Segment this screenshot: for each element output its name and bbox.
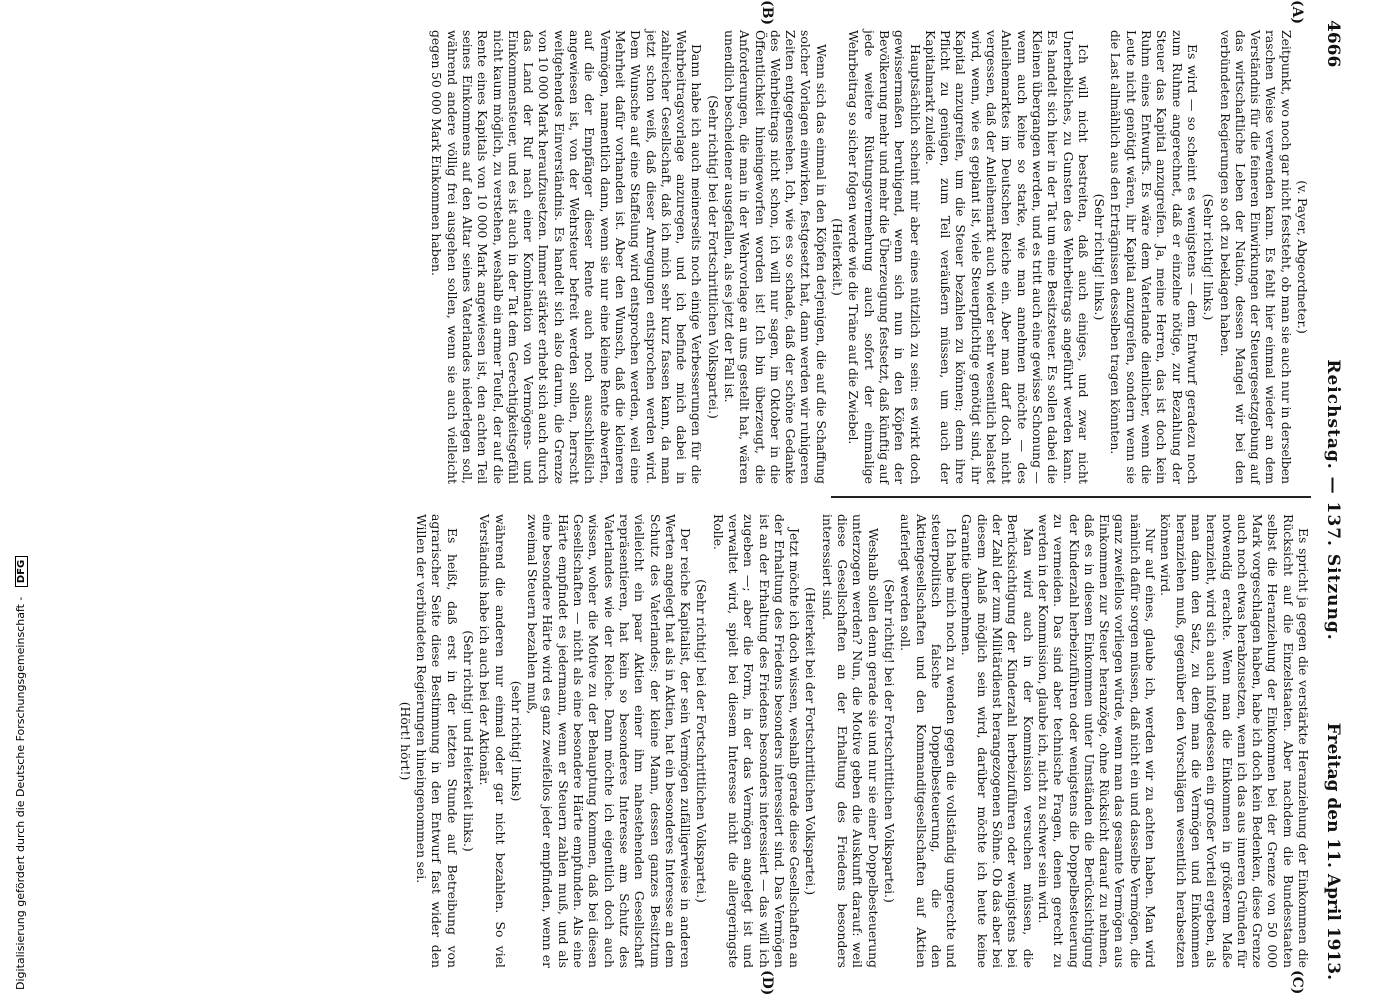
paragraph: Ich will nicht bestreiten, daß auch einiges, und zwar nicht Unerhebliches, zu Gunsten des Wehrbeitrags angeführt werden kann. Es handelt sich hier in der Tat um eine Besitzsteuer. Es sollen dabei die Kleinen übergangen werden, und es tritt auch eine gewisse Schonung — wenn auch keine so starke, wie man annehmen möchte — des Anleihemarktes im Deutschen Reiche ein. Aber man darf doch nicht vergessen, daß der Anleihemarkt auch wieder sehr wesentlich belastet wird, wenn, wie es geplant ist, viele Steuerpflichtige genötigt sind, ihr Kapital anzugreifen, um die Steuer bezahlen zu können; denn ihre Pflicht zu genügen, zum Teil veräußern müssen, um auch der Kapitalmarkt zuleide.: [922, 30, 1091, 484]
credit-text: Digitalisierung gefördert durch die Deutsche Forschungsgemeinschaft -: [14, 596, 27, 990]
interjection: (Heiterkeit bei der Fortschrittlichen Volkspartei.): [803, 586, 819, 896]
paragraph: Nur auf eines, glaube ich, werden wir zu achten haben. Man wird nämlich dafür sorgen müssen, daß nicht ein und dasselbe Vermögen, die ganz zweifellos vorliegen würde, wenn man das gesamte Vermögen aus Einkommen zur Steuer heranzöge, ohne Rücksicht darauf zu nehmen, daß es in diesem Einkommen unter Umständen die Berücksichtigung der Kinderzahl herbeizuführen oder wenigstens die Doppelbesteuerung zu vermeiden. Das sind aber technische Fragen, denen gerecht zu werden in der Kommission, glaube ich, nicht zu schwer sein wird.: [1035, 514, 1159, 968]
column-divider: [831, 496, 1311, 498]
interjection: (Sehr richtig! und Heiterkeit links.): [460, 630, 476, 852]
page-number: 4666: [1323, 20, 1343, 68]
paragraph: Es wird — so scheint es wenigstens — dem Entwurf geradezu noch zum Ruhme angerechnet, daß er einzelne nötige, zur Bezahlung der Steuer das Kapital anzugreifen. Ja, meine Herren, das ist doch kein Ruhm eines Entwurfs. Es wäre dem Vaterlande dienlicher, wenn die Leute nicht genötigt wären, ihr Kapital anzugreifen, sondern wenn sie die Last allmählich aus den Erträgnissen desselben tragen könnten.: [1108, 30, 1200, 484]
paragraph: Wenn sich das einmal in den Köpfen derjenigen, die auf die Schaffung solcher Vorlagen einwirken, festgesetzt hat, dann werden wir ruhigeren Zeiten entgegensehen. Ich, wie es so schade, daß der schöne Gedanke des Wehrbeitrags nicht schon, ich will nur sagen, im Oktober in die Öffentlichkeit hineingeworfen worden ist! Ich bin überzeugt, die Anforderungen, die man in der Wehrvorlage an uns gestellt hat, wären unendlich bescheidener ausgefallen, als es jetzt der Fall ist.: [722, 30, 829, 484]
margin-marker-a: (A): [1289, 0, 1305, 25]
page-header: [1311, 20, 1345, 980]
margin-marker-c: (C): [1289, 970, 1305, 995]
digitization-credit: [14, 0, 28, 990]
interjection: (Heiterkeit.): [830, 218, 846, 296]
paragraph: während die anderen nur einmal oder gar nicht bezahlen. So viel Verständnis habe ich auch bei der Aktionär.: [477, 514, 508, 968]
paragraph: Der reiche Kapitalist, der sein Vermögen zufälligerweise in anderen Werten angelegt hat als in Aktien, hat ein besonderes Interesse an dem Schutz des Vaterlandes; der kleine Mann, dessen ganzes Besitztum vielleicht ein paar Aktien einer ihm nahestehenden Gesellschaft repräsentieren, hat kein so besonderes Interesse am Schutz des Vaterlandes wie der Reiche. Dann möchte ich eigentlich doch auch wissen, woher die Motive zu der Behauptung kommen, daß bei diesen Gesellschaften — nicht als eine besondere Härte empfunden. Als eine Härte empfindet es jedermann, wenn er Steuern zahlen muß, und als eine besondere Härte wird es ganz zweifellos jeder empfinden, wenn er zweimal Steuern bezahlen muß,: [525, 514, 694, 968]
paragraph: Weshalb sollen denn gerade sie und nur sie einer Doppelbesteuerung unterzogen werden? Nun, die Motive geben die Auskunft darauf: weil diese Gesellschaften an der Erhaltung des Friedens besonders interessiert sind.: [819, 514, 881, 968]
interjection: (Sehr richtig! links.): [1092, 193, 1108, 321]
page-title: Reichstag. — 137. Sitzung.: [1323, 359, 1343, 641]
interjection: (Sehr richtig! links.): [1201, 193, 1217, 321]
paragraph: Zeitpunkt, wo noch gar nicht feststeht, ob man sie auch nur in derselben raschen Weise verwenden kann. Es fehlt hier einmal wieder an dem Verständnis für die feineren Einwirkungen der Steuergesetzgebung auf das wirtschaftliche Leben der Nation, dessen Mangel wir bei den verbündeten Regierungen so oft zu beklagen haben.: [1217, 30, 1294, 484]
speaker-label: (v. Payer, Abgeordneter.): [1295, 180, 1310, 334]
paragraph: Dann habe ich auch meinerseits noch einige Verbesserungen für die Wehrbeitragsvorlage anzuregen, und ich befinde mich dabei in zahlreicher Gesellschaft, daß ich mich sehr kurz fassen kann, da man jetzt schon weiß, daß dieser Anregungen entsprochen werden wird. Dem Wunsche auf eine Staffelung wird entsprochen werden, weil eine Mehrheit dafür vorhanden ist. Aber den Wunsch, daß die kleineren Vermögen, namentlich dann, wenn sie nur eine kleine Rente abwerfen, auf die der Empfänger dieser Rente auch noch ausschließlich angewiesen ist, von der Wehrsteuer befreit werden sollen, herrscht weitgehendes Einverständnis. Es handelt sich also darum, die Grenze von 10 000 Mark heraufzusetzen. Immer stärker erhebt sich auch durch das Land der Ruf nach einer Kombination von Vermögens- und Einkommensteuer, und es ist auch in der Tat dem Gerechtigkeitsgefühl nicht kaum möglich, zu verstehen, weshalb ein armer Teufel, der auf die Rente eines Kapitals von 10 000 Mark angewiesen ist, den achten Teil seines Einkommens auf den Altar seines Vaterlandes niederlegen soll, während andere völlig frei ausgehen sollen, wenn sie auch vielleicht gegen 50 000 Mark Einkommen haben.: [429, 30, 705, 484]
dfg-logo: DFG: [15, 556, 28, 587]
paragraph: Es spricht ja gegen die verstärkte Heranziehung der Einkommen die Rücksicht auf die Einzelstaaten. Aber nachdem die Bundesstaaten selbst die Heranziehung der Einkommen bei der Grenze von 50 000 Mark vorgeschlagen haben, habe ich doch kein Bedenken, diese Grenze auch noch etwas herabzusetzen, wenn ich das aus inneren Gründen für notwendig erachte. Wenn man die Einkommen in größerem Maße heranzieht, wird sich auch infolgedessen ein großer Vorteil ergeben, als man dann den Satz, zu dem man die Vermögen und Einkommen heranziehen muß, gegenüber den Vorschlägen wesentlich herabsetzen können wird.: [1158, 514, 1311, 968]
interjection: (sehr richtig! links): [508, 680, 524, 802]
interjection: (Sehr richtig! bei der Fortschrittlichen Volkspartei.): [705, 95, 721, 419]
paragraph: Jetzt möchte ich doch wissen, weshalb gerade diese Gesellschaften an der Erhaltung des Friedens besonders interessiert sind. Das Vermögen ist an der Erhaltung des Friedens besonders interessiert — das will ich zugeben —; aber die Form, in der das Vermögen angelegt ist und verwaltet wird, spielt bei diesem Interesse nicht die allergeringste Rolle.: [710, 514, 803, 968]
margin-marker-b: (B): [759, 0, 775, 26]
right-column: [396, 514, 1311, 968]
paragraph: Man wird auch in der Kommission versuchen müssen, die Berücksichtigung der Kinderzahl herbeizuführen oder wenigstens bei der Zahl der zum Militärdienst herangezogenen Söhne. Ob das aber bei diesem Anlaß möglich sein wird, darüber möchte ich heute keine Garantie übernehmen.: [959, 514, 1036, 968]
interjection: (Sehr richtig! bei der Fortschrittlichen Volkspartei.): [694, 579, 710, 903]
paragraph: Es heißt, daß erst in der letzten Stunde auf Betreibung von agrarischer Seite diese Bestimmung in den Entwurf fast wider den Willen der verbündeten Regierungen hineingenommen sei.: [414, 514, 460, 968]
paragraph: Hauptsächlich scheint mir aber eines nützlich zu sein: es wirkt doch gewissermaßen beruhigend, wenn sich nun in den Köpfen der Bevölkerung mehr und mehr die Überzeugung festsetzt, daß künftig auf jede weitere Rüstungsvermehrung auch sofort der einmalige Wehrbeitrag so sicher folgen werde wie die Träne auf die Zwiebel.: [846, 30, 923, 484]
interjection: (Hört! hört!): [397, 701, 413, 781]
session-date: Freitag den 11. April 1913.: [1323, 722, 1343, 980]
left-column: [429, 30, 1311, 484]
paragraph: Ich habe mich noch zu wenden gegen die vollständig ungerechte und steuerpolitisch falsche Doppelbesteuerung, die den Aktiengesellschaften und den Kommanditgesellschaften auf Aktien auferlegt werden soll.: [898, 514, 960, 968]
document-page: [15, 0, 1345, 996]
interjection: (Sehr richtig! bei der Fortschrittlichen Volkspartei.): [881, 579, 897, 903]
margin-marker-d: (D): [759, 970, 775, 996]
